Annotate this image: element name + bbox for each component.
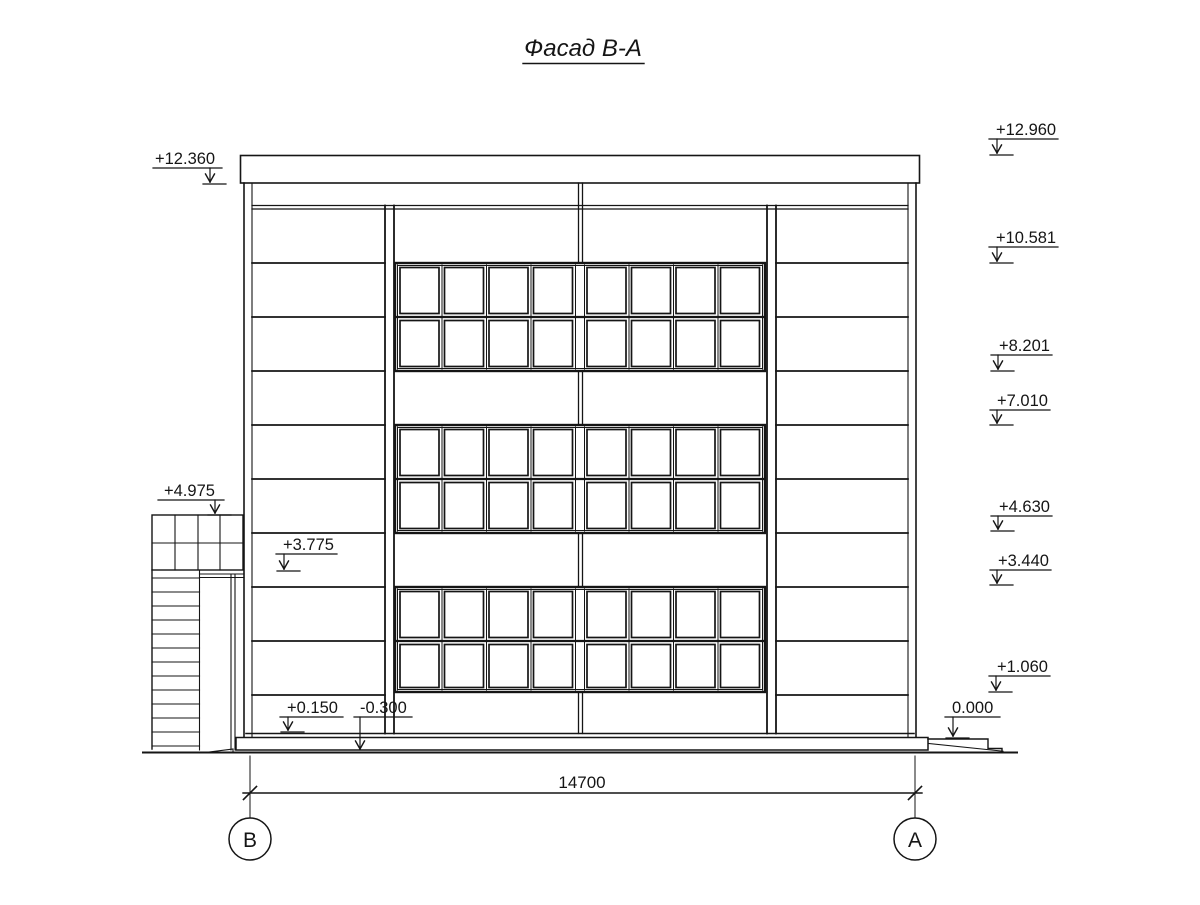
window-pane — [676, 645, 715, 688]
window-pane — [489, 483, 528, 529]
elevation-mark-label: +0.150 — [287, 699, 338, 717]
window-pane — [445, 592, 484, 638]
elevation-mark-label: 0.000 — [952, 699, 994, 717]
window-pane — [676, 592, 715, 638]
window-pane — [445, 430, 484, 476]
window-pane — [534, 321, 573, 367]
window-pane — [632, 645, 671, 688]
window-pane — [676, 321, 715, 367]
entrance-steps-right — [928, 739, 1003, 752]
window-pane — [587, 645, 626, 688]
window-pane — [632, 321, 671, 367]
axis-label-a: А — [907, 829, 923, 852]
elevation-mark — [276, 536, 337, 571]
window-pane — [632, 268, 671, 314]
parapet — [241, 156, 920, 184]
window-pane — [400, 483, 439, 529]
window-pane — [445, 321, 484, 367]
window-pane — [534, 430, 573, 476]
plinth — [236, 738, 928, 751]
window-pane — [721, 592, 760, 638]
elevation-mark-label: +3.775 — [283, 536, 334, 554]
elevation-mark-label: +3.440 — [998, 552, 1049, 570]
window-pane — [445, 483, 484, 529]
window-pane — [721, 483, 760, 529]
window-pane — [489, 592, 528, 638]
elevation-mark — [990, 392, 1050, 425]
window-pane — [632, 592, 671, 638]
window-pane — [534, 483, 573, 529]
window-pane — [445, 268, 484, 314]
window-pane — [489, 321, 528, 367]
window-pane — [400, 268, 439, 314]
window-pane — [400, 430, 439, 476]
axis-label-b: В — [242, 829, 258, 852]
elevation-mark — [945, 699, 1000, 738]
window-pane — [676, 483, 715, 529]
stair-treads — [152, 578, 200, 746]
window-pane — [534, 645, 573, 688]
window-pane — [489, 645, 528, 688]
window-pane — [676, 268, 715, 314]
elevation-mark-label: +4.630 — [999, 498, 1050, 516]
elevation-mark-label: +1.060 — [997, 658, 1048, 676]
window-pane — [587, 592, 626, 638]
stair-tower — [152, 515, 244, 753]
window-grid — [395, 263, 765, 692]
drawing-title: Фасад В-А — [524, 35, 642, 62]
elevation-mark — [991, 498, 1052, 531]
window-pane — [400, 645, 439, 688]
elevation-mark — [153, 150, 226, 184]
elevation-mark — [989, 658, 1050, 692]
window-pane — [587, 430, 626, 476]
elevation-mark — [991, 337, 1052, 371]
window-pane — [534, 268, 573, 314]
axis-markers — [229, 818, 936, 860]
window-pane — [400, 321, 439, 367]
elevation-mark — [989, 229, 1058, 263]
window-pane — [721, 430, 760, 476]
elevation-mark-label: +7.010 — [997, 392, 1048, 410]
dimension-value: 14700 — [558, 773, 606, 792]
window-pane — [632, 483, 671, 529]
elevation-mark-label: +12.960 — [996, 121, 1057, 139]
elevation-mark — [990, 552, 1051, 585]
elevation-mark-label: +10.581 — [996, 229, 1057, 247]
window-pane — [587, 321, 626, 367]
window-pane — [489, 268, 528, 314]
window-pane — [445, 645, 484, 688]
window-pane — [587, 268, 626, 314]
elevation-mark — [280, 699, 343, 732]
plinth-and-ground — [143, 738, 1017, 753]
window-pane — [400, 592, 439, 638]
elevation-mark — [158, 482, 231, 515]
window-pane — [534, 592, 573, 638]
elevation-mark — [989, 121, 1058, 155]
window-pane — [721, 268, 760, 314]
window-pane — [721, 321, 760, 367]
elevation-mark-label: +12.360 — [155, 150, 216, 168]
elevation-mark-label: +4.975 — [164, 482, 215, 500]
window-pane — [587, 483, 626, 529]
elevation-mark-label: +8.201 — [999, 337, 1050, 355]
window-pane — [489, 430, 528, 476]
window-pane — [632, 430, 671, 476]
window-pane — [676, 430, 715, 476]
window-pane — [721, 645, 760, 688]
elevation-mark-label: -0.300 — [360, 699, 407, 717]
